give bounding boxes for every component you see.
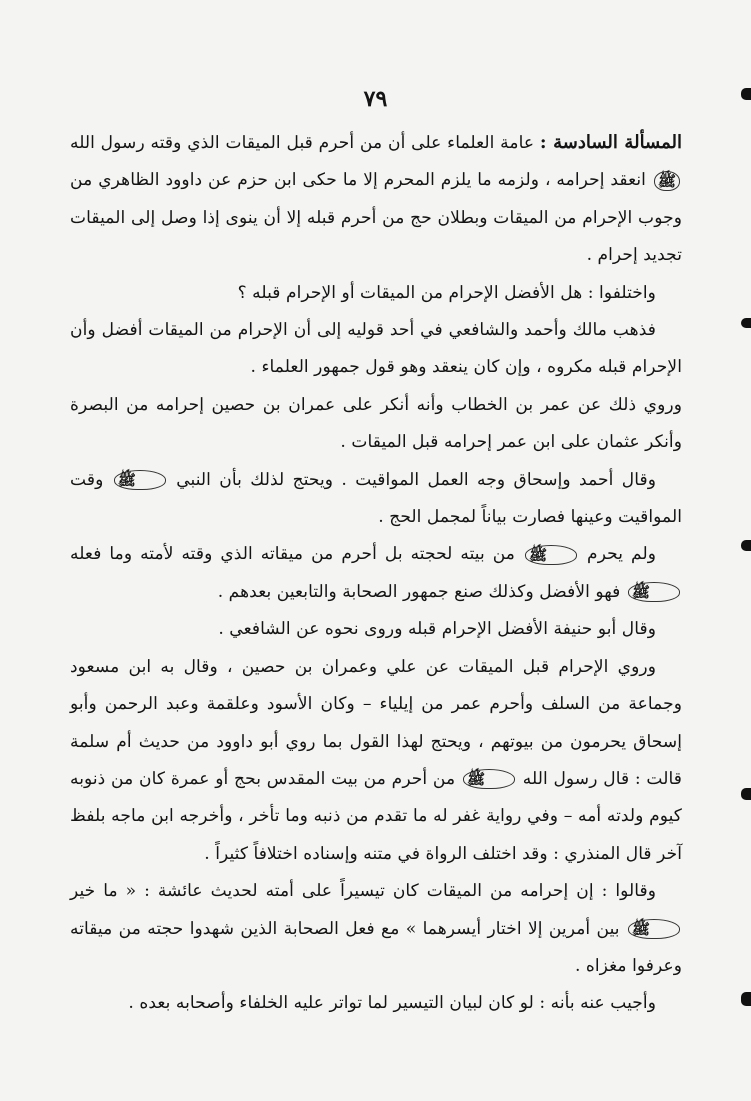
honorific-seal-icon: ﷺ [525, 545, 577, 565]
paragraph-5: وقال أحمد وإسحاق وجه العمل المواقيت . ويحتج لذلك بأن النبي ﷺ وقت المواقيت وعينها فصارت بياناً لمجمل الحج . [70, 469, 682, 528]
scan-edge-mark [741, 992, 751, 1006]
scan-edge-mark [741, 540, 751, 551]
scan-edge-mark [741, 788, 751, 800]
paragraph-3: فذهب مالك وأحمد والشافعي في أحد قوليه إلى أن الإحرام من الميقات أفضل وأن الإحرام قبله مكروه ، وإن كان ينعقد وهو قول جمهور العلماء . [70, 320, 682, 378]
paragraph-9: وقالوا : إن إحرامه من الميقات كان تيسيراً على أمته لحديث عائشة : « ما خير ﷺ بين أمرين إلا اختار أيسرهما » مع فعل الصحابة الذين شهدوا حجته من ميقاته وعرفوا مغزاه . [70, 881, 682, 976]
section-heading: المسألة السادسة : [539, 132, 682, 153]
paragraph-text: عامة العلماء على أن من أحرم قبل الميقات الذي وقته رسول الله ﷺ انعقد إحرامه ، ولزمه ما يلزم المحرم إلا ما حكى ابن حزم عن داوود الظاهري من وجوب الإحرام من الميقات وبطلان حج من أحرم قبله إلا أن ينوى إذا وصل إلى الميقات تجديد إحرام . [70, 133, 682, 266]
page-number: ٧٩ [363, 86, 388, 112]
paragraph-2: واختلفوا : هل الأفضل الإحرام من الميقات أو الإحرام قبله ؟ [237, 282, 656, 303]
paragraph-7: وقال أبو حنيفة الأفضل الإحرام قبله وروى نحوه عن الشافعي . [218, 619, 656, 640]
honorific-seal-icon: ﷺ [114, 470, 166, 490]
honorific-seal-icon: ﷺ [628, 582, 680, 602]
honorific-seal-icon: ﷺ [654, 171, 680, 191]
paragraph-4: وروي ذلك عن عمر بن الخطاب وأنه أنكر على عمران بن حصين إحرامه من البصرة وأنكر عثمان على ابن عمر إحرامه قبل الميقات . [70, 394, 682, 453]
scan-edge-mark [741, 88, 751, 100]
scan-edge-mark [741, 318, 751, 328]
paragraph-8: وروي الإحرام قبل الميقات عن علي وعمران بن حصين ، وقال به ابن مسعود وجماعة من السلف وأحرم عمر من إيلياء – وكان الأسود وعلقمة وعبد الرحمن وأبو إسحاق يحرمون من بيوتهم ، ويحتج لهذا القول بما روي أبو داوود من حديث أم سلمة قالت : قال رسول الله ﷺ من أحرم من بيت المقدس بحج أو عمرة كان من ذنوبه كيوم ولدته أمه – وفي رواية غفر له ما تقدم من ذنبه وما تأخر ، وأخرجه ابن ماجه بلفظ آخر قال المنذري : وقد اختلف الرواة في متنه وإسناده اختلافاً كثيراً . [70, 656, 682, 864]
body-text [70, 124, 682, 1023]
paragraph-10: وأجيب عنه بأنه : لو كان لبيان التيسير لما تواتر عليه الخلفاء وأصحابه بعده . [128, 993, 656, 1014]
honorific-seal-icon: ﷺ [463, 769, 515, 789]
paragraph-1 [70, 124, 682, 275]
paragraph-6: ولم يحرم ﷺ من بيته لحجته بل أحرم من ميقاته الذي وقته لأمته وما فعله ﷺ فهو الأفضل وكذلك صنع جمهور الصحابة والتابعين بعدهم . [70, 536, 682, 611]
honorific-seal-icon: ﷺ [628, 919, 680, 939]
